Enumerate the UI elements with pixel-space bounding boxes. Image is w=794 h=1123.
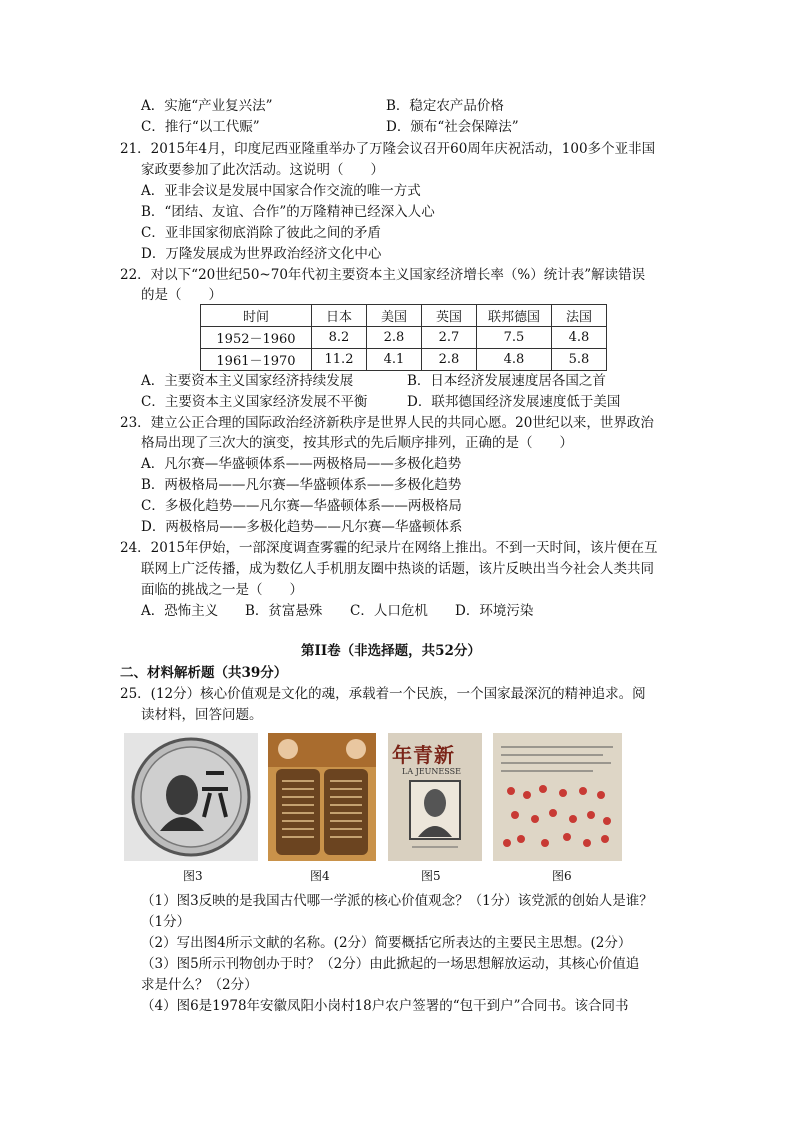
table-row <box>201 327 607 349</box>
table-cell: 4.8 <box>477 349 552 371</box>
figure-4-caption: 图4 <box>310 869 330 883</box>
table-cell: 7.5 <box>477 327 552 349</box>
q20-option-b: B．稳定农产品价格 <box>386 98 504 114</box>
document-image <box>268 733 376 861</box>
q23-option-c: C．多极化趋势——凡尔赛—华盛顿体系——两极格局 <box>141 498 462 514</box>
figure-5-magazine-cover <box>388 733 482 861</box>
table-cell: 1961－1970 <box>201 349 312 371</box>
q21-option-d: D．万隆发展成为世界政治经济文化中心 <box>141 246 382 262</box>
table-cell: 4.8 <box>552 327 607 349</box>
q23-option-d: D．两极格局——多极化趋势——凡尔赛—华盛顿体系 <box>141 519 463 535</box>
q21-stem-cont: 家政要参加了此次活动。这说明（ ） <box>141 162 384 178</box>
figure-4-declaration-document <box>268 733 376 861</box>
q24-option-a: A．恐怖主义 <box>141 603 219 619</box>
q25-stem: 25．(12分）核心价值观是文化的魂，承载着一个民族，一个国家最深沉的精神追求。阅 <box>120 686 646 702</box>
section-title: 第II卷（非选择题，共52分） <box>301 643 481 659</box>
q25-stem-cont: 读材料，回答问题。 <box>141 707 263 723</box>
table-header: 英国 <box>422 305 477 327</box>
coin-image <box>124 733 258 861</box>
table-header: 法国 <box>552 305 607 327</box>
q23-option-a: A．凡尔赛—华盛顿体系——两极格局——多极化趋势 <box>141 456 462 472</box>
q24-option-d: D．环境污染 <box>455 603 534 619</box>
q25-part-1-cont: （1分） <box>141 914 191 930</box>
q25-part-1: （1）图3反映的是我国古代哪一学派的核心价值观念？（1分）该党派的创始人是谁？ <box>141 893 653 909</box>
table-cell: 5.8 <box>552 349 607 371</box>
q21-option-b: B．“团结、友谊、合作”的万隆精神已经深入人心 <box>141 204 435 220</box>
table-cell: 2.8 <box>367 327 422 349</box>
q24-option-b: B．贫富悬殊 <box>245 603 323 619</box>
q25-part-4: （4）图6是1978年安徽凤阳小岗村18户农户签署的“包干到户”合同书。该合同书 <box>141 998 629 1014</box>
q25-part-3: （3）图5所示刊物创办于时？（2分）由此掀起的一场思想解放运动，其核心价值追 <box>141 956 640 972</box>
table-cell: 8.2 <box>312 327 367 349</box>
part-heading: 二、材料解析题（共39分） <box>120 665 288 681</box>
q23-stem: 23．建立公正合理的国际政治经济新秩序是世界人民的共同心愿。20世纪以来，世界政治 <box>120 415 654 431</box>
table-header-row <box>201 305 607 327</box>
magazine-title: 年青新 <box>392 743 455 767</box>
q20-option-c: C．推行“以工代赈” <box>141 119 260 135</box>
table-cell: 2.8 <box>422 349 477 371</box>
q21-stem: 21．2015年4月，印度尼西亚隆重举办了万隆会议召开60周年庆祝活动，100多个亚非国 <box>120 141 656 157</box>
q23-stem-cont: 格局出现了三次大的演变，按其形式的先后顺序排列，正确的是（ ） <box>141 435 573 451</box>
figure-5-caption: 图5 <box>421 869 441 883</box>
q25-part-3-cont: 求是什么？（2分） <box>141 977 258 993</box>
q24-stem: 24．2015年伊始，一部深度调查雾霾的纪录片在网络上推出。不到一天时间，该片便在互 <box>120 540 658 556</box>
q20-option-d: D．颁布“社会保障法” <box>386 119 519 135</box>
figure-3-caption: 图3 <box>183 869 203 883</box>
table-header: 日本 <box>312 305 367 327</box>
q22-stem-cont: 的是（ ） <box>141 287 222 303</box>
table-cell: 11.2 <box>312 349 367 371</box>
magazine-portrait <box>388 733 482 861</box>
q22-option-a: A．主要资本主义国家经济持续发展 <box>141 373 354 389</box>
table-cell: 4.1 <box>367 349 422 371</box>
q20-option-a: A．实施“产业复兴法” <box>141 98 273 114</box>
table-cell: 1952－1960 <box>201 327 312 349</box>
q22-option-d: D．联邦德国经济发展速度低于美国 <box>407 394 621 410</box>
table-cell: 2.7 <box>422 327 477 349</box>
figure-6-contract <box>493 733 622 861</box>
q24-stem-cont: 联网上广泛传播，成为数亿人手机朋友圈中热谈的话题，该片反映出当今社会人类共同 <box>141 561 654 577</box>
table-header: 时间 <box>201 305 312 327</box>
figure-3-confucius-coin <box>124 733 258 861</box>
table-header: 联邦德国 <box>477 305 552 327</box>
q21-option-c: C．亚非国家彻底消除了彼此之间的矛盾 <box>141 225 381 241</box>
q21-option-a: A．亚非会议是发展中国家合作交流的唯一方式 <box>141 183 421 199</box>
q22-stem: 22．对以下“20世纪50~70年代初主要资本主义国家经济增长率（%）统计表”解读错误 <box>120 267 646 283</box>
q25-part-2: （2）写出图4所示文献的名称。(2分）简要概括它所表达的主要民主思想。(2分） <box>141 935 632 951</box>
q22-option-c: C．主要资本主义国家经济发展不平衡 <box>141 394 368 410</box>
q24-stem-cont2: 面临的挑战之一是（ ） <box>141 582 303 598</box>
growth-rate-table <box>200 304 607 371</box>
table-header: 美国 <box>367 305 422 327</box>
contract-image <box>493 733 622 861</box>
q23-option-b: B．两极格局——凡尔赛—华盛顿体系——多极化趋势 <box>141 477 462 493</box>
q24-option-c: C．人口危机 <box>350 603 428 619</box>
figure-6-caption: 图6 <box>552 869 572 883</box>
table-row <box>201 349 607 371</box>
q22-option-b: B．日本经济发展速度居各国之首 <box>407 373 606 389</box>
magazine-subtitle: LA JEUNESSE <box>402 767 461 776</box>
